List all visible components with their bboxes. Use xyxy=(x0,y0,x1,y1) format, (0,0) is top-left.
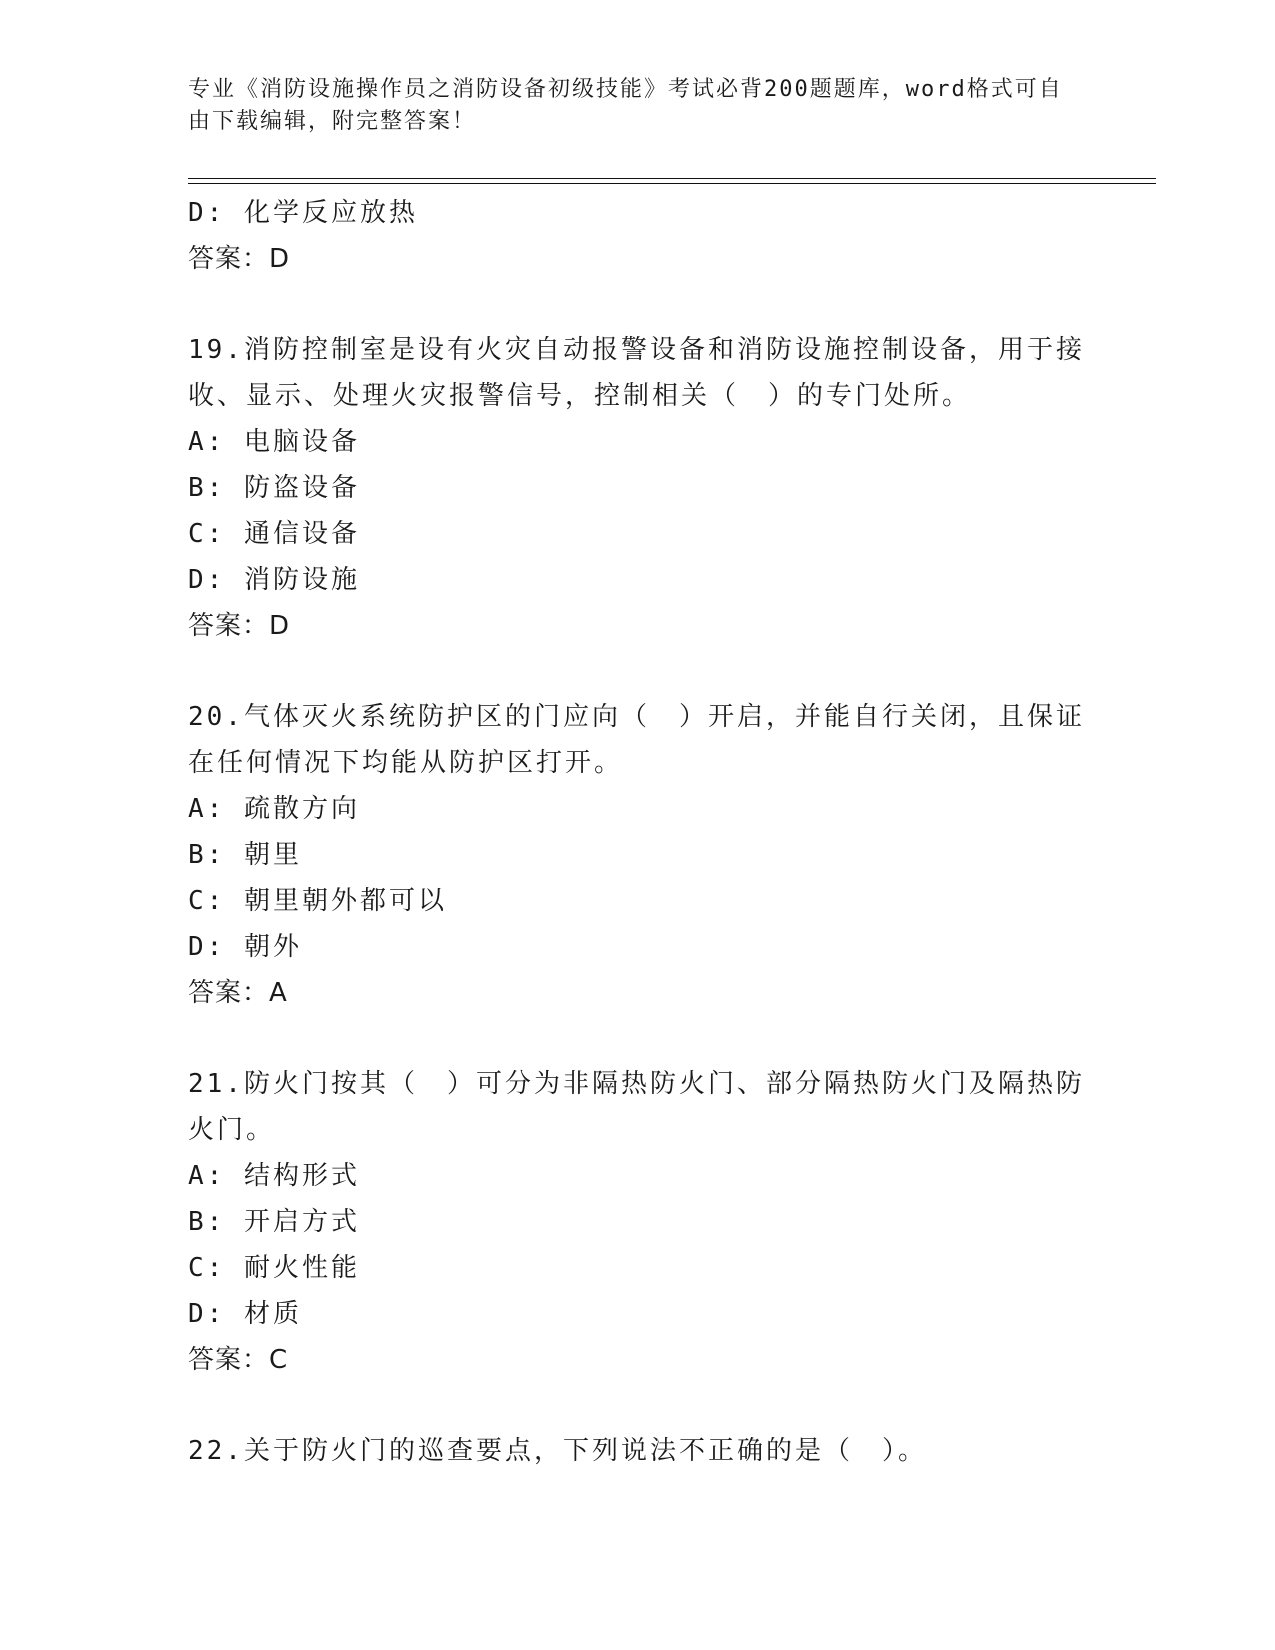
option-a: A: 电脑设备 xyxy=(188,427,360,457)
answer: 答案：D xyxy=(188,611,291,641)
question-stem: 19.消防控制室是设有火灾自动报警设备和消防设施控制设备，用于接收、显示、处理火灾报警信号，控制相关（ ）的专门处所。 xyxy=(188,335,1085,411)
question-20 xyxy=(188,694,1088,1016)
header-rule-bottom xyxy=(188,183,1156,184)
question-stem: 22.关于防火门的巡查要点，下列说法不正确的是（ ）。 xyxy=(188,1436,927,1466)
option-d: D: 材质 xyxy=(188,1299,302,1329)
question-stem: 21.防火门按其（ ）可分为非隔热防火门、部分隔热防火门及隔热防火门。 xyxy=(188,1069,1085,1145)
question-list xyxy=(188,190,1088,1474)
question-stem: 20.气体灭火系统防护区的门应向（ ）开启，并能自行关闭，且保证在任何情况下均能从防护区打开。 xyxy=(188,702,1085,778)
document-header: 专业《消防设施操作员之消防设备初级技能》考试必背200题题库，word格式可自由下载编辑，附完整答案！ xyxy=(188,77,1063,134)
option-b: B: 防盗设备 xyxy=(188,473,360,503)
option-a: A: 结构形式 xyxy=(188,1161,360,1191)
answer: 答案：A xyxy=(188,978,288,1008)
option-a: A: 疏散方向 xyxy=(188,794,360,824)
option-c: C: 朝里朝外都可以 xyxy=(188,886,447,916)
option-c: C: 通信设备 xyxy=(188,519,360,549)
question-21 xyxy=(188,1061,1088,1383)
question-22 xyxy=(188,1428,1088,1474)
option-d: D: 化学反应放热 xyxy=(188,198,418,228)
option-c: C: 耐火性能 xyxy=(188,1253,360,1283)
answer: 答案：D xyxy=(188,244,291,274)
answer: 答案：C xyxy=(188,1345,289,1375)
carryover-block xyxy=(188,190,1088,282)
header-rule-top xyxy=(188,178,1156,179)
option-d: D: 朝外 xyxy=(188,932,302,962)
question-19 xyxy=(188,327,1088,649)
option-d: D: 消防设施 xyxy=(188,565,360,595)
option-b: B: 朝里 xyxy=(188,840,302,870)
option-b: B: 开启方式 xyxy=(188,1207,360,1237)
